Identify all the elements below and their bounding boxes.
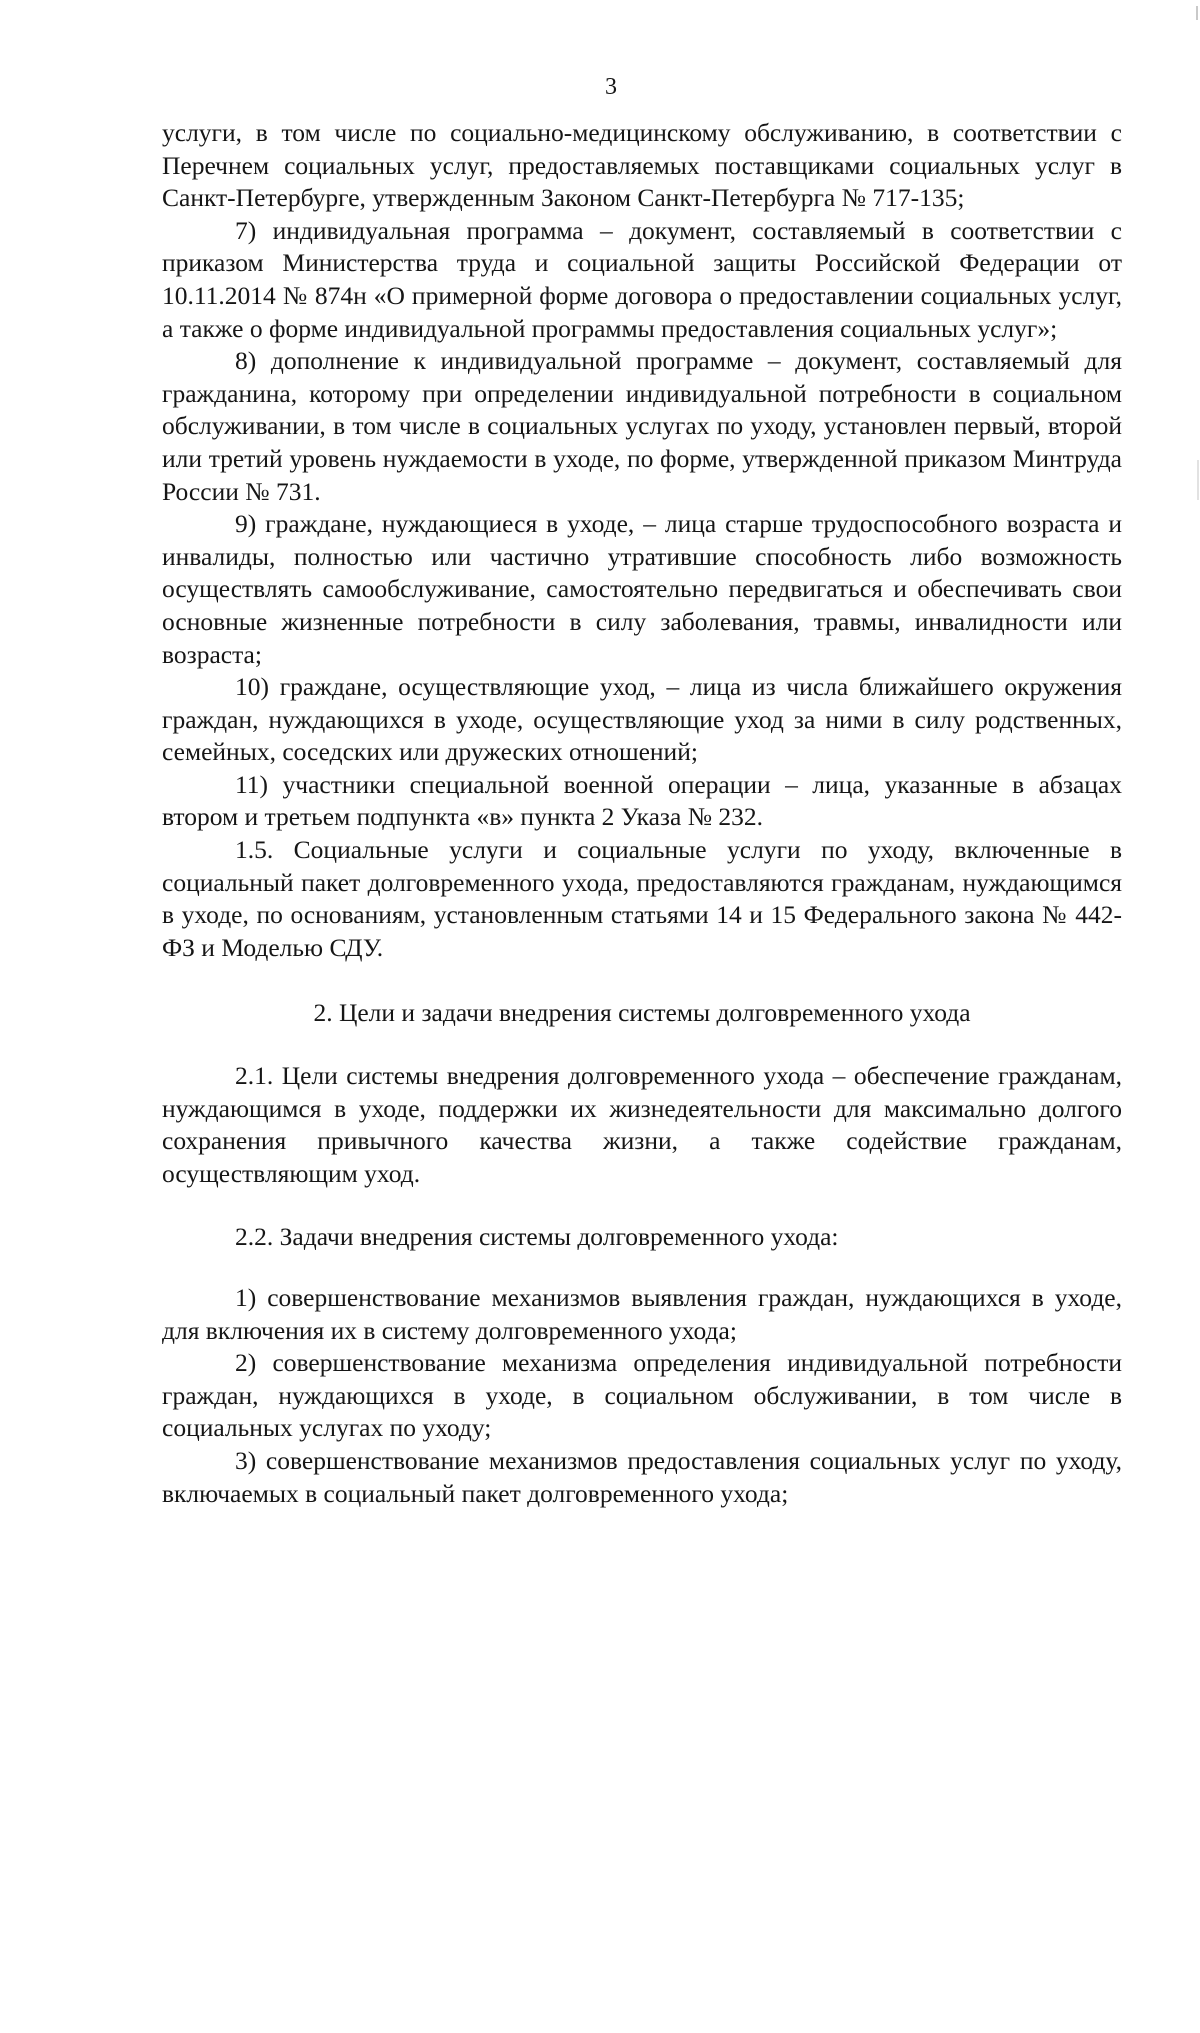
paragraph-item-9: 9) граждане, нуждающиеся в уходе, – лица старше трудоспособного возраста и инвалиды, полностью или частично утратившие способность либо возможность осуществлять самообслуживание, самостоятельно передвигаться и обеспечивать свои основные жизненные потребности в силу заболевания, травмы, инвалидности или возраста;: [162, 509, 1122, 669]
paragraph-item-10: 10) граждане, осуществляющие уход, – лица из числа ближайшего окружения граждан, нуждающихся в уходе, осуществляющие уход за ними в силу родственных, семейных, соседских или дружеских отношений;: [162, 672, 1122, 767]
page-number: 3: [605, 74, 617, 100]
paragraph-2-1: 2.1. Цели системы внедрения долговременного ухода – обеспечение гражданам, нуждающимся в уходе, поддержки их жизнедеятельности для максимально долгого сохранения привычного качества жизни, а также содействие гражданам, осуществляющим уход.: [162, 1061, 1122, 1188]
scan-edge-mark-middle: [1197, 460, 1199, 500]
task-item-1: 1) совершенствование механизмов выявления граждан, нуждающихся в уходе, для включения их в систему долговременного ухода;: [162, 1283, 1122, 1345]
paragraph-1-5: 1.5. Социальные услуги и социальные услуги по уходу, включенные в социальный пакет долговременного ухода, предоставляются гражданам, нуждающимся в уходе, по основаниям, установленным статьями 14 и 15 Федерального закона № 442-ФЗ и Моделью СДУ.: [162, 835, 1122, 962]
document-body: [162, 117, 1122, 1510]
paragraph-intro-continuation: услуги, в том числе по социально-медицинскому обслуживанию, в соответствии с Перечнем социальных услуг, предоставляемых поставщиками социальных услуг в Санкт-Петербурге, утвержденным Законом Санкт-Петербурга № 717-135;: [162, 118, 1122, 213]
paragraph-2-2: 2.2. Задачи внедрения системы долговременного ухода:: [235, 1222, 839, 1252]
paragraph-item-7: 7) индивидуальная программа – документ, составляемый в соответствии с приказом Министерства труда и социальной защиты Российской Федерации от 10.11.2014 № 874н «О примерной форме договора о предоставлении социальных услуг, а также о форме индивидуальной программы предоставления социальных услуг»;: [162, 215, 1122, 343]
scan-edge-mark-top: [1196, 6, 1198, 20]
task-item-2: 2) совершенствование механизма определения индивидуальной потребности граждан, нуждающихся в уходе, в социальном обслуживании, в том числе в социальных услугах по уходу;: [162, 1348, 1122, 1443]
paragraph-item-8: 8) дополнение к индивидуальной программе – документ, составляемый для гражданина, которому при определении индивидуальной потребности в социальном обслуживании, в том числе в социальных услугах по уходу, установлен первый, второй или третий уровень нуждаемости в уходе, по форме, утвержденной приказом Минтруда России № 731.: [162, 346, 1122, 506]
task-item-3: 3) совершенствование механизмов предоставления социальных услуг по уходу, включаемых в социальный пакет долговременного ухода;: [162, 1445, 1122, 1508]
section-heading-2: 2. Цели и задачи внедрения системы долговременного ухода: [313, 998, 971, 1028]
paragraph-item-11: 11) участники специальной военной операции – лица, указанные в абзацах втором и третьем подпункта «в» пункта 2 Указа № 232.: [162, 769, 1122, 832]
